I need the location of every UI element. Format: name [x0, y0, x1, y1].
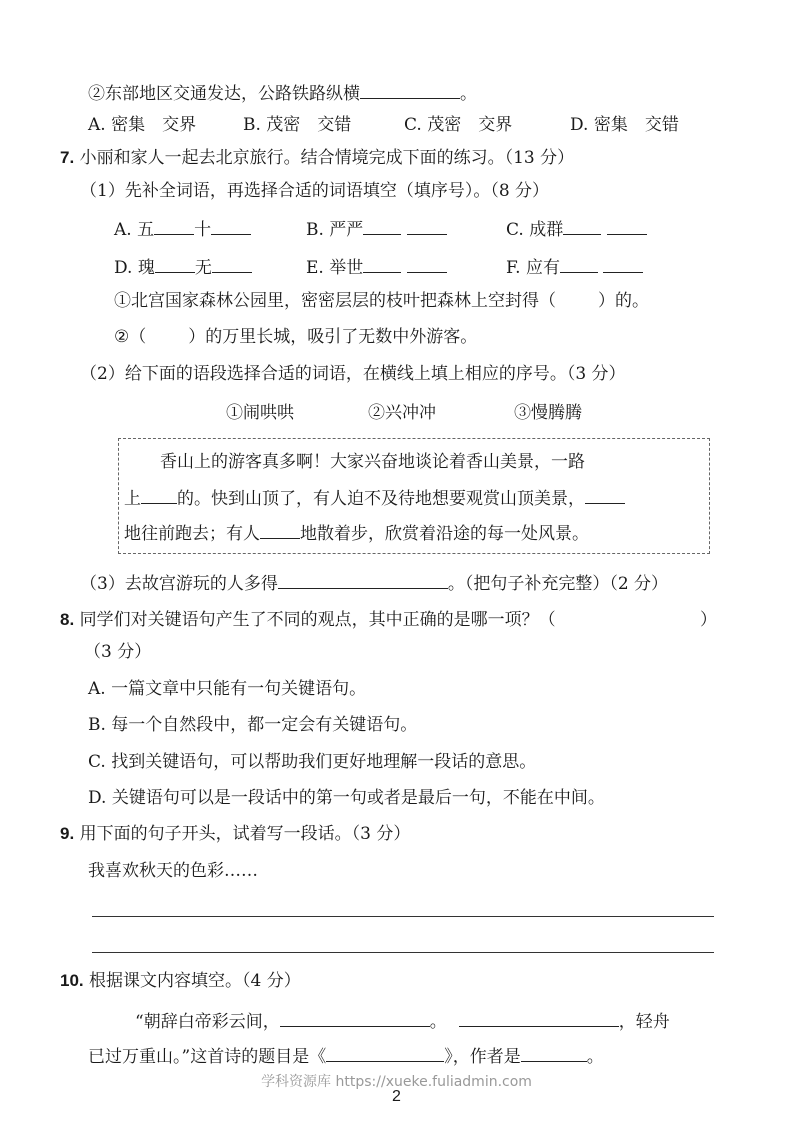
q6-option-b[interactable]: B. 茂密 交错 [243, 115, 352, 135]
q7-word-d-blank2[interactable] [212, 254, 252, 273]
q7-part3: （3）去故宫游玩的人多得 。（把句子补充完整）（2 分） [80, 570, 668, 596]
q7-number: 7. [60, 148, 75, 167]
passage-line-1: 香山上的游客真多啊！大家兴奋地谈论着香山美景，一路 [160, 452, 585, 472]
q7-word-c: C. 成群 [506, 216, 647, 242]
q10-stem: 10. 根据课文内容填空。（4 分） [60, 971, 301, 991]
q8-number: 8. [60, 610, 75, 629]
q6-option-d[interactable]: D. 密集 交错 [570, 115, 679, 135]
q9-writing-line-1[interactable] [92, 916, 714, 917]
q7-word-c-blank1[interactable] [563, 216, 601, 235]
q7-word-f: F. 应有 [506, 254, 643, 280]
q7-word-b: B. 严严 [306, 216, 447, 242]
q7-part2-stem: （2）给下面的语段选择合适的词语，在横线上填上相应的序号。（3 分） [80, 364, 626, 384]
q7-sentence-1: ①北宫国家森林公园里，密密层层的枝叶把森林上空封得（ ）的。 [114, 291, 649, 311]
q6-option-a[interactable]: A. 密集 交界 [88, 115, 197, 135]
q8-stem: 8. 同学们对关键语句产生了不同的观点，其中正确的是哪一项？（ [60, 610, 556, 630]
passage-line-3: 地往前跑去；有人 地散着步，欣赏着沿途的每一处风景。 [124, 520, 589, 546]
q9-writing-line-2[interactable] [92, 952, 714, 953]
q7-part1-stem: （1）先补全词语，再选择合适的词语填空（填序号）。（8 分） [80, 181, 550, 201]
q7-word-d: D. 瑰 无 [114, 254, 252, 280]
q7-word-b-blank1[interactable] [363, 216, 401, 235]
q7-word-a-blank2[interactable] [211, 216, 251, 235]
q9-number: 9. [60, 824, 75, 843]
q8-answer-paren-close: ） [700, 610, 717, 630]
q6-option-c[interactable]: C. 茂密 交界 [404, 115, 513, 135]
q10-blank-1[interactable] [280, 1008, 430, 1027]
q9-starter: 我喜欢秋天的色彩…… [88, 861, 258, 881]
q7-choice-3: ③慢腾腾 [514, 403, 582, 423]
q7-word-a-blank1[interactable] [154, 216, 194, 235]
q7-word-d-blank1[interactable] [155, 254, 195, 273]
q7-word-e-blank1[interactable] [363, 254, 401, 273]
passage-blank-3[interactable] [260, 520, 300, 539]
q10-blank-2[interactable] [459, 1008, 619, 1027]
passage-line-2: 上 的。快到山顶了，有人迫不及待地想要观赏山顶美景， [124, 485, 625, 511]
q7-word-a: A. 五 十 [114, 216, 251, 242]
q7-sentence-2: ②（ ）的万里长城，吸引了无数中外游客。 [114, 327, 478, 347]
q10-number: 10. [60, 971, 84, 990]
q7-word-c-blank2[interactable] [607, 216, 647, 235]
page-number: 2 [392, 1088, 401, 1105]
q6-item2-blank[interactable] [360, 80, 460, 99]
q6-item2: ②东部地区交通发达，公路铁路纵横 。 [88, 80, 477, 106]
q8-option-d[interactable]: D. 关键语句可以是一段话中的第一句或者是最后一句，不能在中间。 [88, 788, 605, 808]
q7-choice-2: ②兴冲冲 [368, 403, 436, 423]
passage-blank-1[interactable] [141, 485, 177, 504]
q7-choice-1: ①闹哄哄 [226, 403, 294, 423]
watermark: 学科资源库 https://xueke.fuliadmin.com [261, 1074, 532, 1090]
q8-option-a[interactable]: A. 一篇文章中只能有一句关键语句。 [88, 679, 367, 699]
q7-stem: 7. 小丽和家人一起去北京旅行。结合情境完成下面的练习。（13 分） [60, 148, 575, 168]
q7-word-b-blank2[interactable] [407, 216, 447, 235]
q8-option-c[interactable]: C. 找到关键语句，可以帮助我们更好地理解一段话的意思。 [88, 752, 537, 772]
q10-author-blank[interactable] [521, 1043, 587, 1062]
q8-score: （3 分） [84, 642, 152, 662]
q10-line-2: 已过万重山。”这首诗的题目是《 》，作者是 。 [88, 1043, 604, 1069]
q7-word-e-blank2[interactable] [407, 254, 447, 273]
q10-line-1: “朝辞白帝彩云间， 。 ，轻舟 [135, 1008, 670, 1034]
q8-option-b[interactable]: B. 每一个自然段中，都一定会有关键语句。 [88, 715, 418, 735]
q7-word-f-blank1[interactable] [560, 254, 598, 273]
q7-part3-blank[interactable] [278, 570, 448, 589]
q7-word-f-blank2[interactable] [603, 254, 643, 273]
q10-title-blank[interactable] [326, 1043, 444, 1062]
passage-blank-2[interactable] [585, 485, 625, 504]
q8-answer-slot[interactable] [656, 608, 696, 632]
q9-stem: 9. 用下面的句子开头，试着写一段话。（3 分） [60, 824, 411, 844]
q7-word-e: E. 举世 [306, 254, 447, 280]
